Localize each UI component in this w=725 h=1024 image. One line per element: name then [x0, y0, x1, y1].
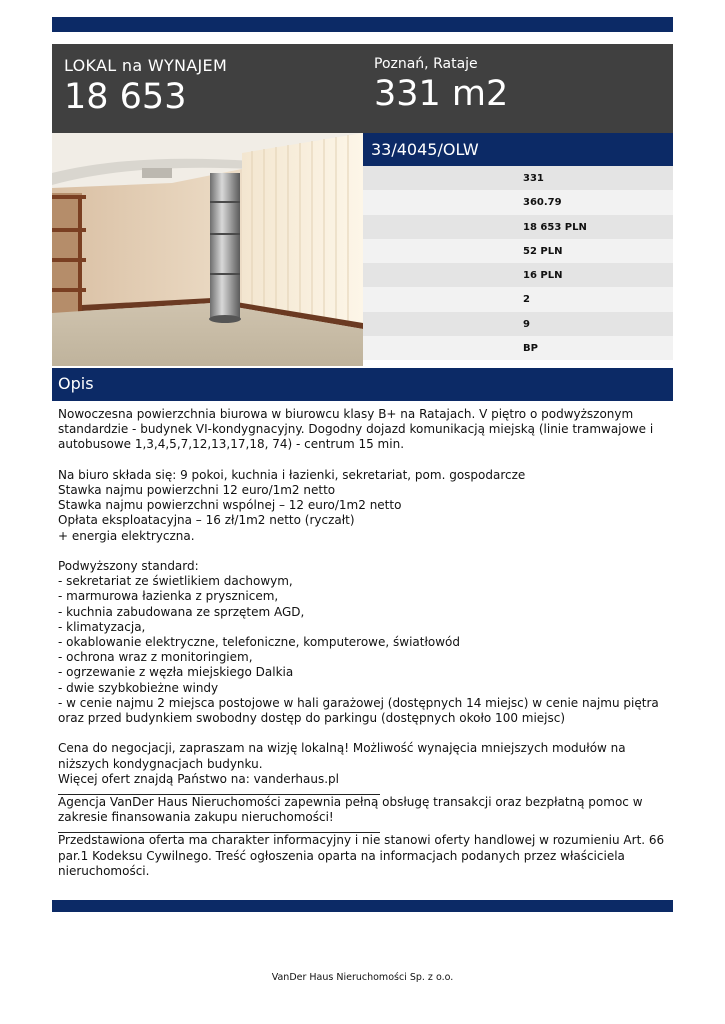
header-left: [64, 56, 227, 117]
listing-price: 18 653: [64, 77, 187, 117]
description-paragraph: Na biuro składa się: 9 pokoi, kuchnia i łazienki, sekretariat, pom. gospodarcze Stawka najmu powierzchni 12 euro/1m2 netto Stawka najmu powierzchni wspólnej – 12 euro/1m2 netto Opłata eksploatacyjna – 16 zł/1m2 netto (ryczałt) + energia elektryczna.: [58, 467, 526, 543]
bottom-decor-bar: [52, 900, 673, 912]
reference-number: 33/4045/OLW: [363, 133, 673, 166]
listing-location: Poznań, Rataje: [374, 56, 478, 72]
detail-row: 16 PLN: [363, 263, 673, 287]
property-photo: [52, 133, 363, 366]
listing-header: [52, 44, 673, 133]
office-interior-image: [52, 133, 363, 366]
detail-row: 2: [363, 287, 673, 311]
footer-company: VanDer Haus Nieruchomości Sp. z o.o.: [271, 972, 454, 983]
detail-row: BP: [363, 336, 673, 360]
detail-row: 52 PLN: [363, 239, 673, 263]
divider: [58, 825, 380, 833]
detail-row: 18 653 PLN: [363, 215, 673, 239]
description-paragraph: Cena do negocjacji, zapraszam na wizję lokalną! Możliwość wynajęcia mniejszych modułów na niższych kondygnacjach budynku. Więcej ofert znajdą Państwo na: vanderhaus.pl: [58, 741, 626, 786]
description-paragraph: Nowoczesna powierzchnia biurowa w biurowcu klasy B+ na Ratajach. V piętro o podwyższonym standardzie - budynek VI-kondygnacyjny. Dogodny dojazd komunikacją miejską (linie tramwajowe i autobusowe 1,3,4,5,7,12,13,17,18, 74) - centrum 15 min.: [58, 407, 654, 452]
listing-type: LOKAL na WYNAJEM: [64, 56, 228, 75]
detail-row: 9: [363, 312, 673, 336]
description-body: [58, 407, 670, 879]
divider: [58, 787, 380, 795]
listing-area: 331 m2: [374, 74, 509, 114]
detail-row: 360.79: [363, 190, 673, 214]
header-right: [374, 56, 508, 114]
description-paragraph: Przedstawiona oferta ma charakter informacyjny i nie stanowi oferty handlowej w rozumieniu Art. 66 par.1 Kodeksu Cywilnego. Treść ogłoszenia oparta na informacjach podanych przez właściciela nieruchomości.: [58, 833, 665, 878]
description-heading: Opis: [52, 368, 673, 401]
details-table: [363, 166, 673, 360]
detail-row: 331: [363, 166, 673, 190]
description-paragraph: Podwyższony standard: - sekretariat ze świetlikiem dachowym, - marmurowa łazienka z prysznicem, - kuchnia zabudowana ze sprzętem AGD, - klimatyzacja, - okablowanie elektryczne, telefoniczne, komputerowe, światłowód - ochrona wraz z monitoringiem, - ogrzewanie z węzła miejskiego Dalkia - dwie szybkobieżne windy - w cenie najmu 2 miejsca postojowe w hali garażowej (dostępnych 14 miejsc) w cenie najmu piętra oraz przed budynkiem swobodny dostęp do parkingu (dostępnych około 100 miejsc): [58, 559, 659, 726]
description-paragraph: Agencja VanDer Haus Nieruchomości zapewnia pełną obsługę transakcji oraz bezpłatną pomoc w zakresie finansowania zakupu nieruchomości!: [58, 795, 643, 825]
top-decor-bar: [52, 17, 673, 32]
